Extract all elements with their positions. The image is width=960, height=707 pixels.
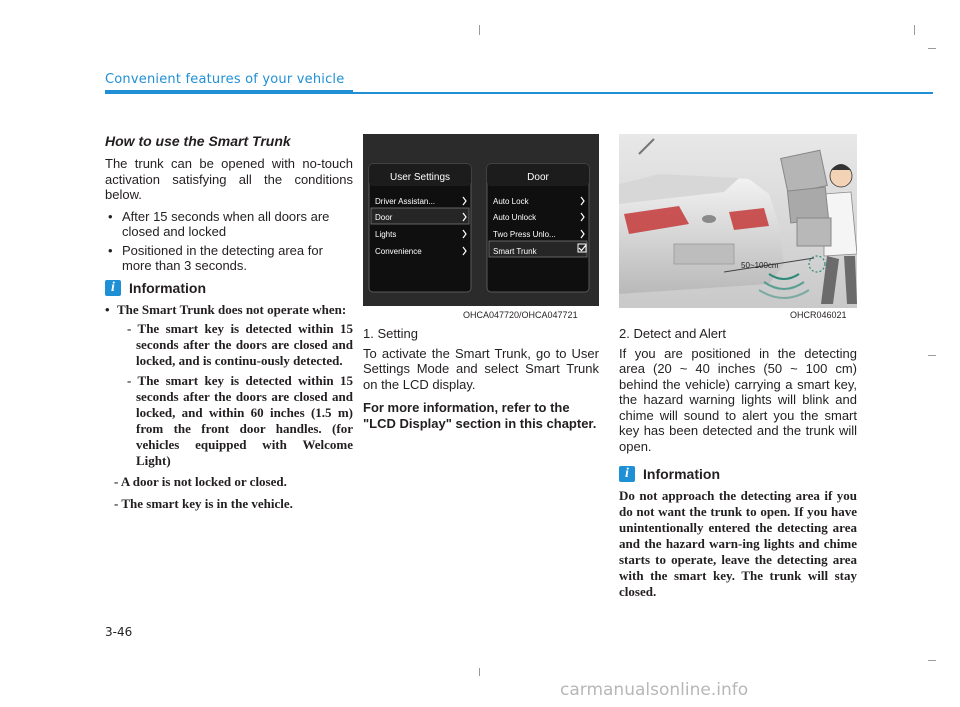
step-paragraph: If you are positioned in the detecting area (20 ~ 40 inches (50 ~ 100 cm) behind the vehicle) carrying a smart key, the hazard warning lights will blink and chime will sound to alert you the smart key has been detected and the trunk will open. <box>619 345 857 454</box>
step-paragraph: To activate the Smart Trunk, go to User Settings Mode and select Smart Trunk on the LCD display. <box>363 345 599 392</box>
lcd-right-title: Door <box>527 172 549 183</box>
information-header <box>105 280 353 296</box>
trim-mark <box>928 48 936 49</box>
distance-label: 50~100cm <box>741 261 779 270</box>
information-icon: i <box>619 466 635 482</box>
info-sub-item: - A door is not locked or closed. <box>114 473 287 489</box>
information-header <box>619 466 857 482</box>
page-number: 3-46 <box>105 625 133 639</box>
lcd-menu-item: Driver Assistan... <box>375 197 436 206</box>
trim-mark <box>479 25 480 35</box>
list-item: • Positioned in the detecting area for more than 3 seconds. <box>105 243 353 274</box>
list-item: • After 15 seconds when all doors are closed and locked <box>105 209 353 240</box>
step-heading: 1. Setting <box>363 326 418 341</box>
reference-note: For more information, refer to the "LCD Display" section in this chapter. <box>363 400 597 431</box>
step-heading: 2. Detect and Alert <box>619 326 726 341</box>
info-sub-item: - The smart key is detected within 15 seconds after the doors are closed and locked, and is continu-ously detected. <box>127 320 353 368</box>
information-icon: i <box>105 280 121 296</box>
right-column <box>619 326 857 600</box>
information-title: Information <box>643 466 720 482</box>
header-rule-thick <box>105 90 353 94</box>
lcd-menu-item: Two Press Unlo... <box>493 230 556 239</box>
lcd-display-illustration <box>363 134 599 306</box>
trim-mark <box>928 660 936 661</box>
conditions-list <box>105 209 353 274</box>
lcd-figure-caption: OHCA047720/OHCA047721 <box>463 310 578 320</box>
section-title: Convenient features of your vehicle <box>105 72 345 87</box>
section-heading: How to use the Smart Trunk <box>105 133 291 149</box>
lcd-menu-item: Door <box>375 213 393 222</box>
header-rule-thin <box>353 92 933 94</box>
trim-mark <box>479 668 480 676</box>
intro-paragraph: The trunk can be opened with no-touch activation satisfying all the conditions below. <box>105 156 353 202</box>
vehicle-figure-caption: OHCR046021 <box>790 310 847 320</box>
trim-mark <box>914 25 915 35</box>
lcd-menu-item: Lights <box>375 230 397 239</box>
watermark: carmanualsonline.info <box>560 680 749 700</box>
lcd-menu-item: Auto Unlock <box>493 213 537 222</box>
lcd-left-title: User Settings <box>389 172 451 183</box>
lcd-menu-item: Convenience <box>375 247 422 256</box>
info-bullet: • The Smart Trunk does not operate when: <box>105 302 353 318</box>
lcd-menu-item: Auto Lock <box>493 197 529 206</box>
information-text: Do not approach the detecting area if you do not want the trunk to open. If you have unintentionally entered the detecting area and the hazard warn-ing lights and chime starts to operate, leave the detecting area with the smart key. The trunk will stay closed. <box>619 488 857 599</box>
lcd-menu-item: Smart Trunk <box>493 247 537 256</box>
info-sub-item: - The smart key is in the vehicle. <box>114 495 293 511</box>
trim-mark <box>928 355 936 356</box>
middle-column <box>363 326 599 431</box>
information-title: Information <box>129 279 206 296</box>
vehicle-illustration <box>619 134 857 308</box>
left-column <box>105 133 353 518</box>
info-sub-item: - The smart key is detected within 15 seconds after the doors are closed and locked, and within 60 inches (1.5 m) from the front door handles. (for vehicles equipped with Welcome Light) <box>127 372 353 468</box>
